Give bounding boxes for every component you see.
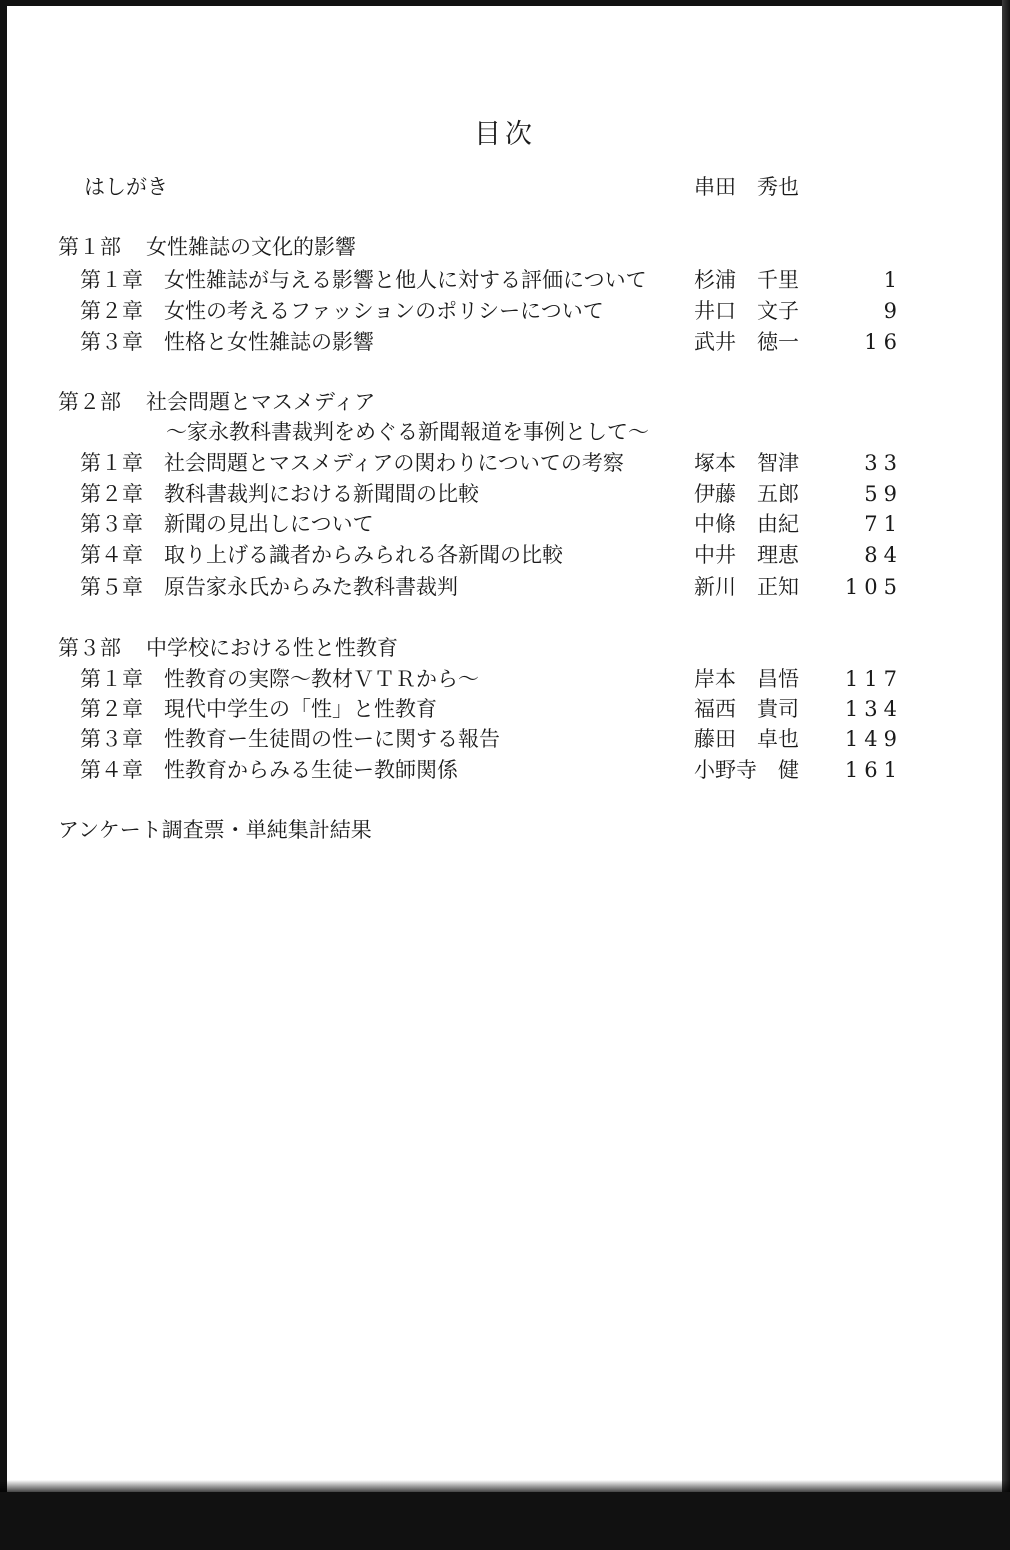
part-heading [0, 387, 1010, 417]
chapter-title: 新聞の見出しについて [164, 512, 374, 536]
chapter-page-number: 33 [864, 451, 903, 475]
chapter-title: 社会問題とマスメディアの関わりについての考察 [164, 451, 624, 475]
chapter-title: 性教育からみる生徒ー教師関係 [164, 758, 458, 782]
chapter-row [0, 572, 1010, 602]
page-title: 目次 [474, 119, 536, 150]
chapter-author: 岸本 昌悟 [694, 667, 799, 691]
chapter-page-number: 117 [844, 667, 903, 691]
chapter-page-number: 1 [883, 268, 903, 292]
scan-border-top [0, 0, 1010, 6]
chapter-title: 現代中学生の「性」と性教育 [164, 697, 437, 721]
chapter-number: 第３章 [80, 727, 143, 751]
chapter-row [0, 479, 1010, 509]
toc-preface-row [0, 172, 1010, 202]
part-title: 女性雑誌の文化的影響 [146, 235, 356, 259]
chapter-row [0, 327, 1010, 357]
chapter-number: 第２章 [80, 299, 143, 323]
scan-border-bottom [0, 1492, 1010, 1550]
part-title: 中学校における性と性教育 [146, 636, 398, 660]
chapter-author: 藤田 卓也 [694, 727, 799, 751]
chapter-author: 武井 徳一 [694, 330, 799, 354]
chapter-row [0, 448, 1010, 478]
chapter-number: 第１章 [80, 667, 143, 691]
chapter-page-number: 149 [844, 727, 903, 751]
part-subtitle: 〜家永教科書裁判をめぐる新聞報道を事例として〜 [166, 420, 649, 444]
chapter-row [0, 694, 1010, 724]
preface-author: 串田 秀也 [694, 175, 799, 199]
chapter-author: 新川 正知 [694, 575, 799, 599]
chapter-row [0, 296, 1010, 326]
part-label: 第１部 [58, 235, 121, 259]
part-heading [0, 232, 1010, 262]
chapter-page-number: 105 [844, 575, 903, 599]
chapter-title: 性教育ー生徒間の性ーに関する報告 [164, 727, 500, 751]
chapter-author: 中井 理恵 [694, 543, 799, 567]
chapter-page-number: 9 [883, 299, 903, 323]
appendix-title: アンケート調査票・単純集計結果 [58, 818, 372, 842]
chapter-title: 女性の考えるファッションのポリシーについて [164, 299, 604, 323]
chapter-author: 小野寺 健 [694, 758, 799, 782]
chapter-number: 第１章 [80, 268, 143, 292]
chapter-number: 第３章 [80, 330, 143, 354]
chapter-row [0, 755, 1010, 785]
chapter-page-number: 59 [864, 482, 903, 506]
part-label: 第３部 [58, 636, 121, 660]
toc-appendix-row [0, 815, 1010, 845]
chapter-title: 女性雑誌が与える影響と他人に対する評価について [164, 268, 647, 292]
chapter-number: 第４章 [80, 758, 143, 782]
chapter-author: 杉浦 千里 [694, 268, 799, 292]
chapter-number: 第２章 [80, 697, 143, 721]
chapter-author: 中條 由紀 [694, 512, 799, 536]
chapter-row [0, 265, 1010, 295]
preface-title: はしがき [84, 175, 168, 199]
chapter-page-number: 16 [864, 330, 903, 354]
chapter-page-number: 161 [844, 758, 903, 782]
chapter-number: 第１章 [80, 451, 143, 475]
chapter-number: 第４章 [80, 543, 143, 567]
chapter-page-number: 134 [844, 697, 903, 721]
part-subtitle-row [0, 417, 1010, 447]
chapter-row [0, 509, 1010, 539]
chapter-row [0, 724, 1010, 754]
chapter-page-number: 84 [864, 543, 903, 567]
chapter-author: 塚本 智津 [694, 451, 799, 475]
chapter-title: 取り上げる識者からみられる各新聞の比較 [164, 543, 563, 567]
chapter-author: 井口 文子 [694, 299, 799, 323]
part-title: 社会問題とマスメディア [146, 390, 376, 414]
chapter-title: 教科書裁判における新聞間の比較 [164, 482, 479, 506]
chapter-number: 第３章 [80, 512, 143, 536]
chapter-row [0, 540, 1010, 570]
chapter-page-number: 71 [864, 512, 903, 536]
chapter-number: 第２章 [80, 482, 143, 506]
chapter-title: 性教育の実際〜教材ＶＴＲから〜 [164, 667, 479, 691]
chapter-row [0, 664, 1010, 694]
part-label: 第２部 [58, 390, 121, 414]
chapter-title: 性格と女性雑誌の影響 [164, 330, 374, 354]
chapter-title: 原告家永氏からみた教科書裁判 [164, 575, 458, 599]
part-heading [0, 633, 1010, 663]
chapter-author: 伊藤 五郎 [694, 482, 799, 506]
chapter-author: 福西 貴司 [694, 697, 799, 721]
chapter-number: 第５章 [80, 575, 143, 599]
